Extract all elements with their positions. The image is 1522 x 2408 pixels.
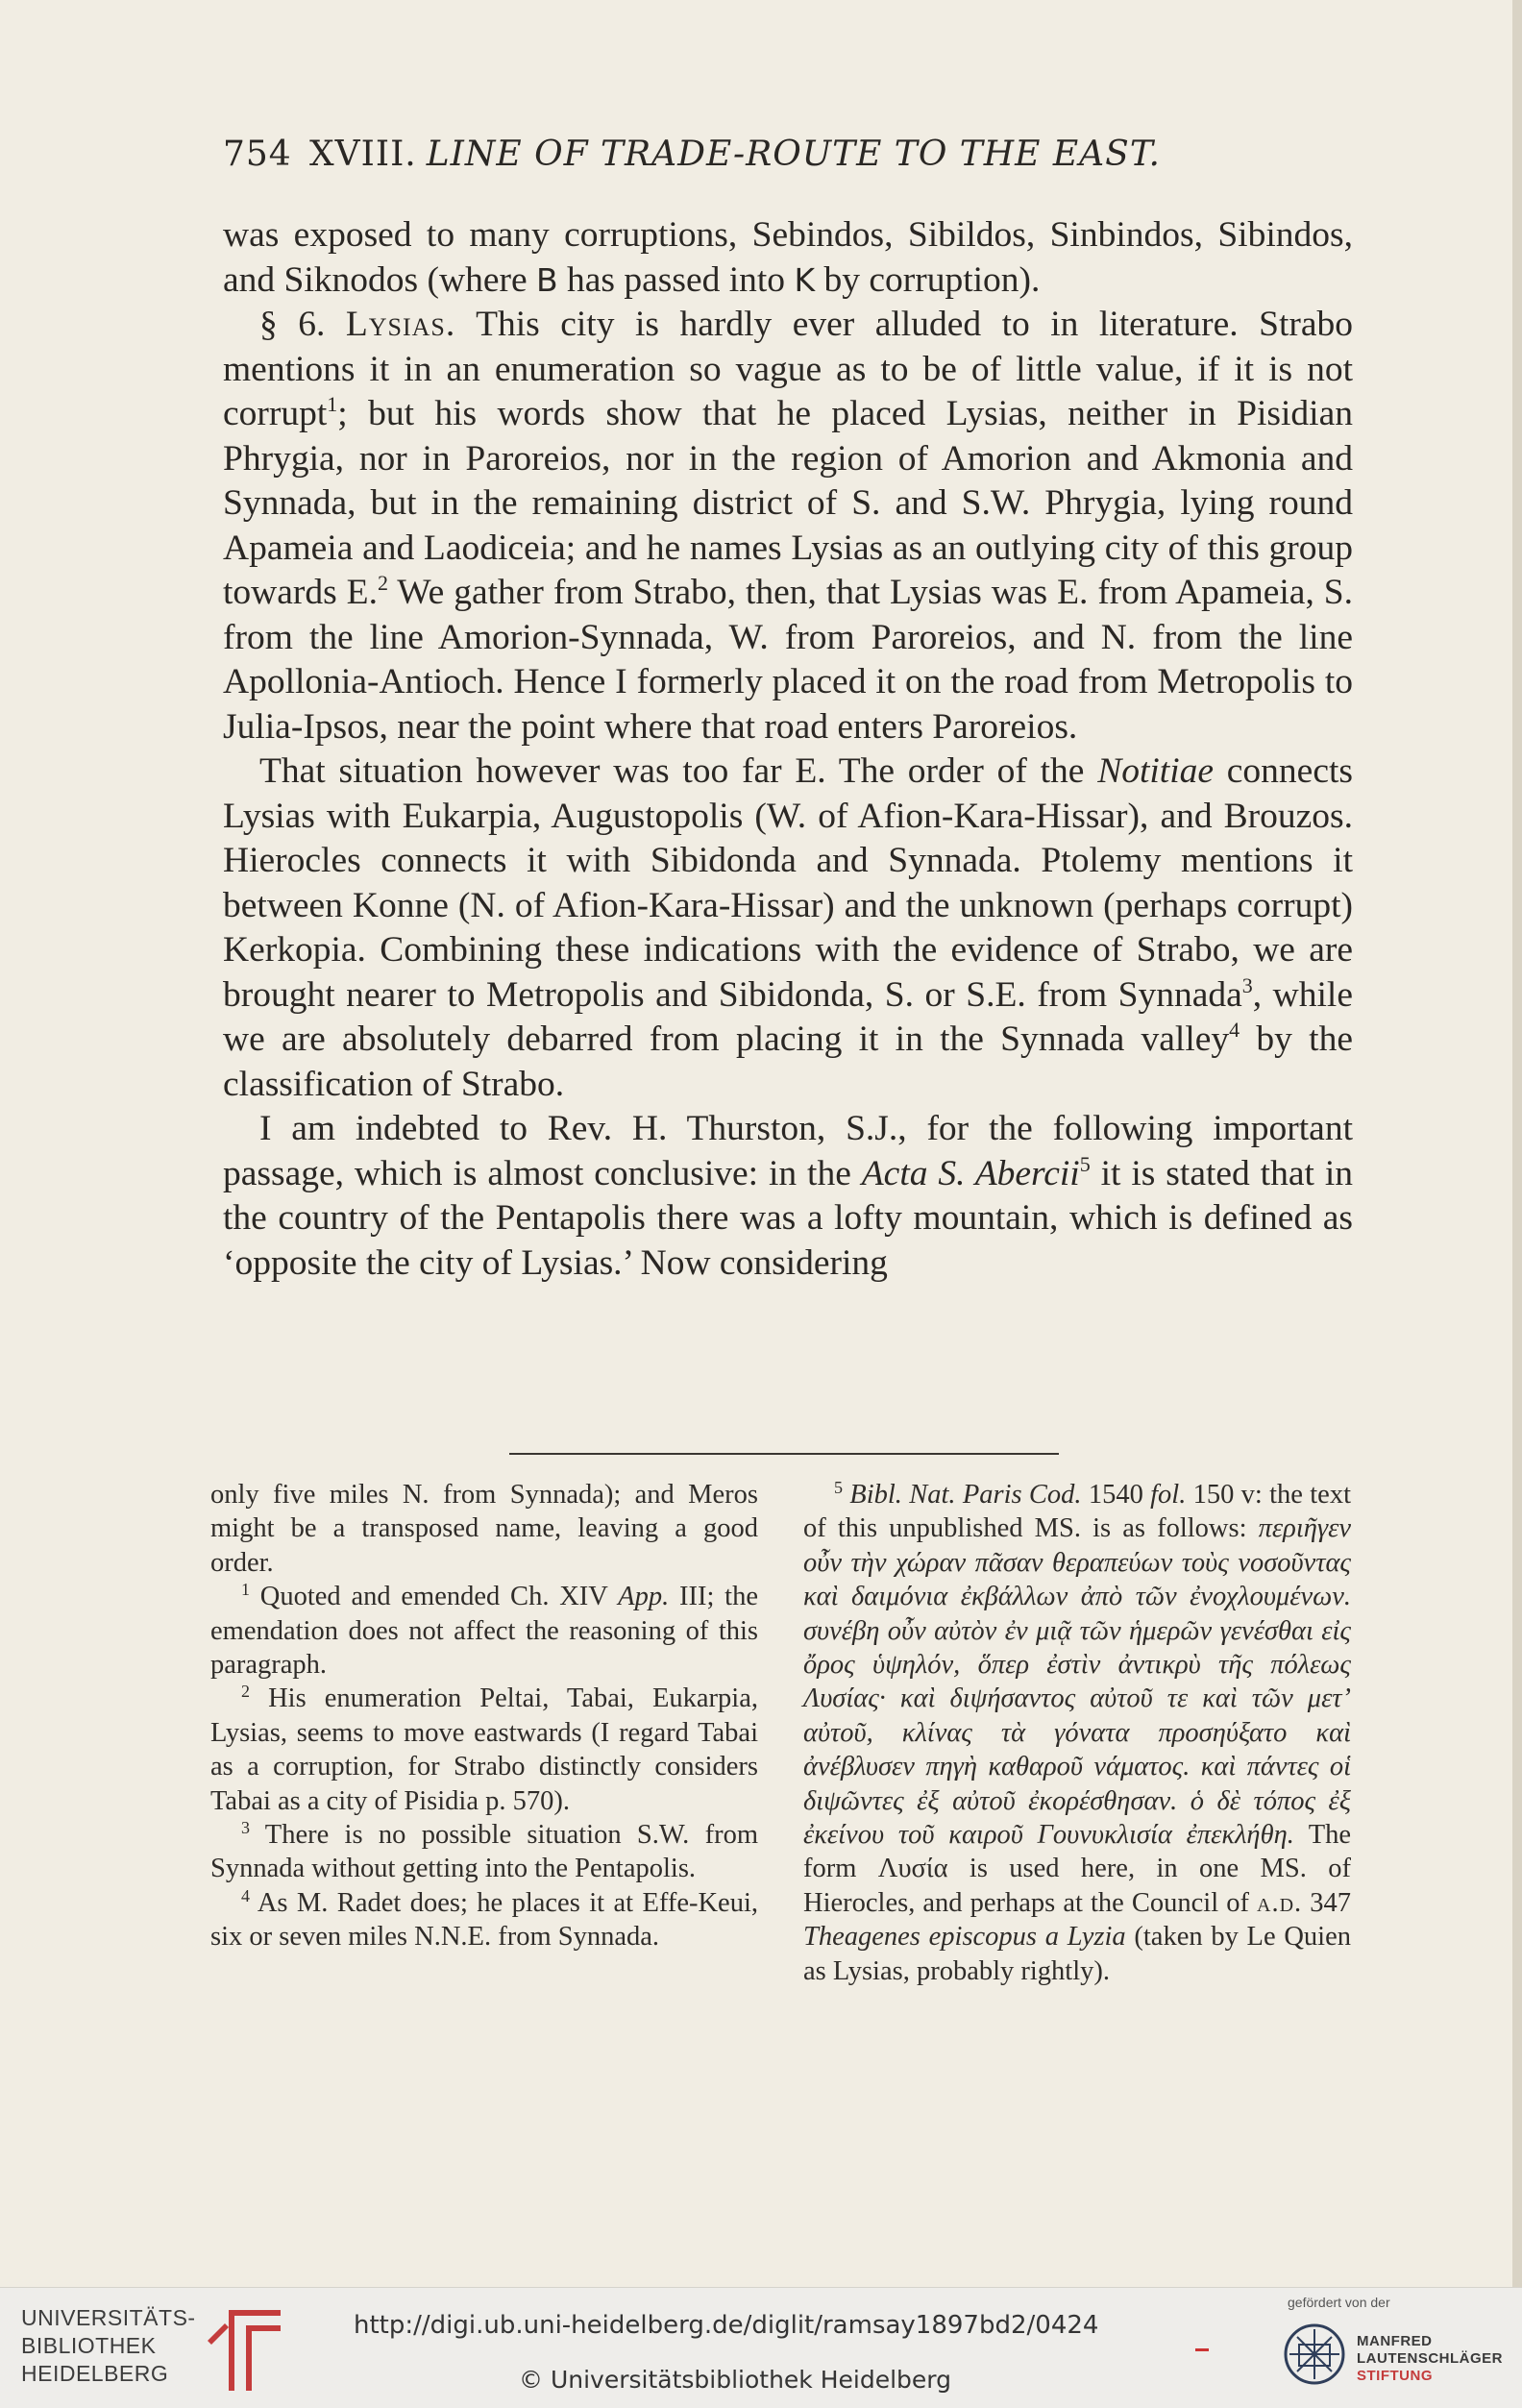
text-run: 150 v: the text of this unpublished MS. is as follows: — [803, 1480, 1351, 1544]
text-run: 1540 — [1081, 1480, 1151, 1510]
paragraph — [223, 749, 1353, 1107]
footnote-ref[interactable]: 3 — [1241, 972, 1253, 997]
footnote-number: 1 — [241, 1580, 250, 1600]
text-run: The form Λυσία is used here, in one MS. of Hierocles, and perhaps at the Council of — [803, 1820, 1351, 1918]
sponsor-name-line: LAUTENSCHLÄGER — [1357, 2350, 1503, 2367]
running-header — [223, 135, 1357, 174]
footnote-5 — [803, 1478, 1351, 1988]
separator-dash — [1195, 2348, 1209, 2351]
footnote-ref[interactable]: 2 — [377, 571, 388, 595]
text-run: That situation however was too far E. The order of the — [259, 751, 1098, 791]
text-run: it is stated that in the country of the Pentapolis there was a lofty mountain, which is defined as ‘opposite the city of Lysias.’ Now considering — [223, 1153, 1353, 1283]
text-run: We gather from Strabo, then, that Lysias was E. from Apameia, S. from the line Amorion-Synnada, W. from Paroreios, and N. from the line Apollonia-Antioch. Hence I formerly placed it on the road from Metropolis to Julia-Ipsos, near the point where that road enters Paroreios. — [223, 573, 1353, 747]
text-run: 347 — [1302, 1887, 1351, 1918]
library-name[interactable] — [21, 2304, 213, 2388]
footnote-3 — [210, 1818, 758, 1886]
footnote-number: 5 — [834, 1478, 843, 1497]
sponsor-logo-icon[interactable] — [1278, 2316, 1351, 2393]
footnote-divider — [509, 1453, 1059, 1455]
page-number: 754 — [223, 135, 292, 174]
footnote-4 — [210, 1886, 758, 1954]
text-run: was exposed to many corruptions, Sebindos, Sibildos, Sinbindos, Sibindos, and Siknodos (where — [223, 215, 1353, 300]
italic-text: Theagenes episcopus a Lyzia — [803, 1922, 1126, 1953]
footnotes-left-column — [210, 1478, 758, 1954]
small-caps-text: a.d. — [1257, 1887, 1303, 1918]
footnote-ref[interactable]: 1 — [327, 392, 338, 416]
sponsor-name-line: STIFTUNG — [1357, 2368, 1433, 2384]
footnote-continuation: only five miles N. from Synnada); and Meros might be a transposed name, leaving a good order. — [210, 1480, 758, 1578]
page-edge — [1512, 0, 1522, 2287]
library-name-line: UNIVERSITÄTS- — [21, 2305, 196, 2330]
running-title: LINE OF TRADE-ROUTE TO THE EAST. — [426, 135, 1162, 174]
italic-text: Bibl. Nat. Paris Cod. — [843, 1480, 1082, 1510]
greek-quotation: περιῆγεν οὖν τὴν χώραν πᾶσαν θεραπεύων τοὺς νοσοῦντας καὶ δαιμόνια ἐκβάλλων ἀπὸ τῶν ἐνοχλουμένων. συνέβη οὖν αὐτὸν ἐν μιᾷ τῶν ἡμερῶν γενέσθαι εἰς ὄρος ὑψηλόν, ὅπερ ἐστὶν ἀντικρὺ τῆς πόλεως Λυσίας· καὶ διψήσαντος αὐτοῦ τε καὶ τῶν μετ’ αὐτοῦ, κλίνας τὰ γόνατα προσηύξατο καὶ ἀνέβλυσεν πηγὴ καθαροῦ νάματος. καὶ πάντες οἱ διψῶντες ἐξ αὐτοῦ ἐκορέσθησαν. ὁ δὲ τόπος ἐξ ἐκείνου τοῦ καιροῦ Γουνυκλισία ἐπεκλήθη. — [803, 1513, 1351, 1851]
footnote-2 — [210, 1682, 758, 1818]
footnote-1 — [210, 1580, 758, 1682]
footnote-ref[interactable]: 4 — [1229, 1018, 1240, 1042]
italic-title: Notitiae — [1097, 751, 1215, 791]
library-name-line: BIBLIOTHEK — [21, 2333, 157, 2358]
text-run: Quoted and emended Ch. XIV — [250, 1582, 619, 1612]
text-run: ; but his words show that he placed Lysias, neither in Pisidian Phrygia, nor in Paroreios, nor in the region of Amorion and Akmonia and Synnada, but in the remaining district of S. and S.W. Phrygia, lying round Apameia and Laodiceia; and he names Lysias as an outlying city of this group towards E. — [223, 394, 1353, 612]
main-text — [223, 213, 1353, 1286]
footnote-number: 3 — [241, 1818, 250, 1838]
paragraph — [223, 1107, 1353, 1286]
section-mark: § 6. — [259, 305, 346, 344]
text-run: by corruption). — [815, 259, 1041, 300]
sponsor-intro: gefördert von der — [1288, 2295, 1390, 2310]
footnote-number: 2 — [241, 1682, 250, 1702]
text-run: There is no possible situation S.W. from Synnada without getting into the Pentapolis. — [210, 1820, 758, 1884]
sponsor-name[interactable] — [1357, 2333, 1503, 2385]
footnote-number: 4 — [241, 1885, 250, 1905]
text-run: (taken by Le Quien as Lysias, probably rightly). — [803, 1922, 1352, 1986]
italic-text: App. — [618, 1582, 670, 1612]
footnotes-right-column — [803, 1478, 1351, 1988]
text-run: connects Lysias with Eukarpia, Augustopolis (W. of Afion-Kara-Hissar), and Brouzos. Hierocles connects it with Sibidonda and Synnada. Ptolemy mentions it between Konne (N. of Afion-Kara-Hissar) and the unknown (perhaps corrupt) Kerkopia. Combining these indications with the evidence of Strabo, we are brought nearer to Metropolis and Sibidonda, S. or S.E. from Synnada — [223, 751, 1353, 1015]
footnote-ref[interactable]: 5 — [1079, 1151, 1091, 1176]
italic-title: Acta S. Abercii — [861, 1153, 1080, 1193]
text-run: , while we are absolutely debarred from placing it in the Synnada valley — [223, 974, 1353, 1059]
letter-k: K — [794, 260, 816, 299]
text-run: I am indebted to Rev. H. Thurston, S.J., for the following important passage, which is almost conclusive: in the — [223, 1109, 1353, 1193]
sponsor-name-line: MANFRED — [1357, 2333, 1433, 2349]
text-run: As M. Radet does; he places it at Effe-Keui, six or seven miles N.N.E. from Synnada. — [210, 1887, 758, 1953]
library-logo-icon[interactable] — [200, 2302, 286, 2398]
copyright-notice: © Universitätsbibliothek Heidelberg — [519, 2366, 952, 2394]
text-run: by the classification of Strabo. — [223, 1020, 1353, 1104]
section-heading: Lysias. — [345, 305, 456, 344]
permalink-url[interactable]: http://digi.ub.uni-heidelberg.de/diglit/ramsay1897bd2/0424 — [354, 2311, 1099, 2340]
letter-b: B — [535, 260, 558, 299]
paragraph — [223, 213, 1353, 303]
italic-text: fol. — [1150, 1480, 1187, 1510]
paragraph-section-6 — [223, 303, 1353, 749]
text-run: has passed into — [557, 259, 795, 300]
text-run: III; the emendation does not affect the reasoning of this paragraph. — [210, 1582, 758, 1681]
library-name-line: HEIDELBERG — [21, 2361, 169, 2386]
section-number: XVIII. — [309, 135, 417, 174]
text-run: His enumeration Peltai, Tabai, Eukarpia, Lysias, seems to move eastwards (I regard Tabai as a corruption, for Strabo distinctly considers Tabai as a city of Pisidia p. 570). — [210, 1683, 758, 1816]
text-run: This city is hardly ever alluded to in literature. Strabo mentions it in an enumeration so vague as to be of little value, if it is not corrupt — [223, 305, 1353, 433]
